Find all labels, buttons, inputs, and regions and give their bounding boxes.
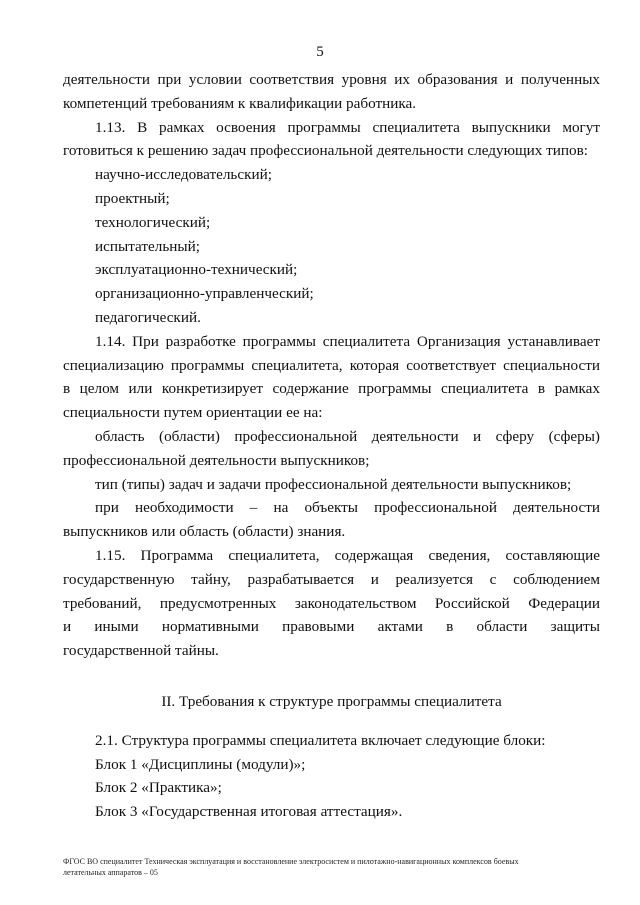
clause-1-13-line: готовиться к решению задач профессиональной деятельности следующих типов:	[63, 142, 589, 160]
page-number: 5	[316, 44, 324, 60]
activity-type-item: организационно-управленческий;	[95, 285, 314, 303]
clause-1-15-line: государственную тайну, разрабатывается и реализуется с соблюдением	[63, 570, 600, 588]
clause-1-15-line: и иными нормативными правовыми актами в области защиты	[63, 618, 600, 636]
footer-line: летательных аппаратов – 05	[63, 868, 158, 877]
activity-type-item: технологический;	[95, 213, 211, 231]
activity-type-item: научно-исследовательский;	[95, 166, 272, 184]
footer-line: ФГОС ВО специалитет Техническая эксплуатация и восстановление электросистем и пилотажно-навигационных комплексов боевых	[63, 857, 519, 866]
clause-1-14-line: в целом или конкретизирует содержание программы специалитета в рамках	[63, 380, 600, 398]
orientation-item-line: выпускников или область (области) знания.	[63, 523, 346, 541]
block-item: Блок 3 «Государственная итоговая аттестация».	[95, 803, 403, 821]
orientation-item-line: область (области) профессиональной деятельности и сферу (сферы)	[95, 427, 600, 445]
orientation-item-line: при необходимости – на объекты профессиональной деятельности	[95, 499, 600, 517]
activity-type-item: педагогический.	[95, 308, 201, 326]
clause-1-15-line: 1.15. Программа специалитета, содержащая сведения, составляющие	[95, 546, 600, 564]
paragraph-line: деятельности при условии соответствия уровня их образования и полученных	[63, 71, 600, 88]
clause-1-15-line: государственной тайны.	[63, 642, 219, 660]
activity-type-item: проектный;	[95, 189, 170, 207]
clause-1-14-line: специальности путем ориентации ее на:	[63, 404, 323, 422]
block-item: Блок 1 «Дисциплины (модули)»;	[95, 755, 306, 773]
activity-type-item: испытательный;	[95, 237, 200, 255]
clause-1-14-line: специализацию программы специалитета, которая соответствует специальности	[63, 356, 600, 374]
orientation-item-line: профессиональной деятельности выпускников;	[63, 451, 370, 469]
orientation-item-line: тип (типы) задач и задачи профессиональной деятельности выпускников;	[95, 475, 572, 493]
clause-1-14-line: 1.14. При разработке программы специалитета Организация устанавливает	[95, 332, 600, 350]
clause-1-13-line: 1.13. В рамках освоения программы специалитета выпускники могут	[95, 118, 600, 136]
block-item: Блок 2 «Практика»;	[95, 779, 222, 797]
structure-intro: 2.1. Структура программы специалитета включает следующие блоки:	[95, 731, 546, 749]
page-footer	[63, 856, 563, 878]
paragraph-line: компетенций требованиям к квалификации работника.	[63, 94, 417, 112]
clause-1-15-line: требований, предусмотренных законодательством Российской Федерации	[63, 594, 600, 612]
document-body	[63, 68, 600, 824]
section-heading: II. Требования к структуре программы специалитета	[161, 692, 502, 710]
activity-type-item: эксплуатационно-технический;	[95, 261, 298, 279]
